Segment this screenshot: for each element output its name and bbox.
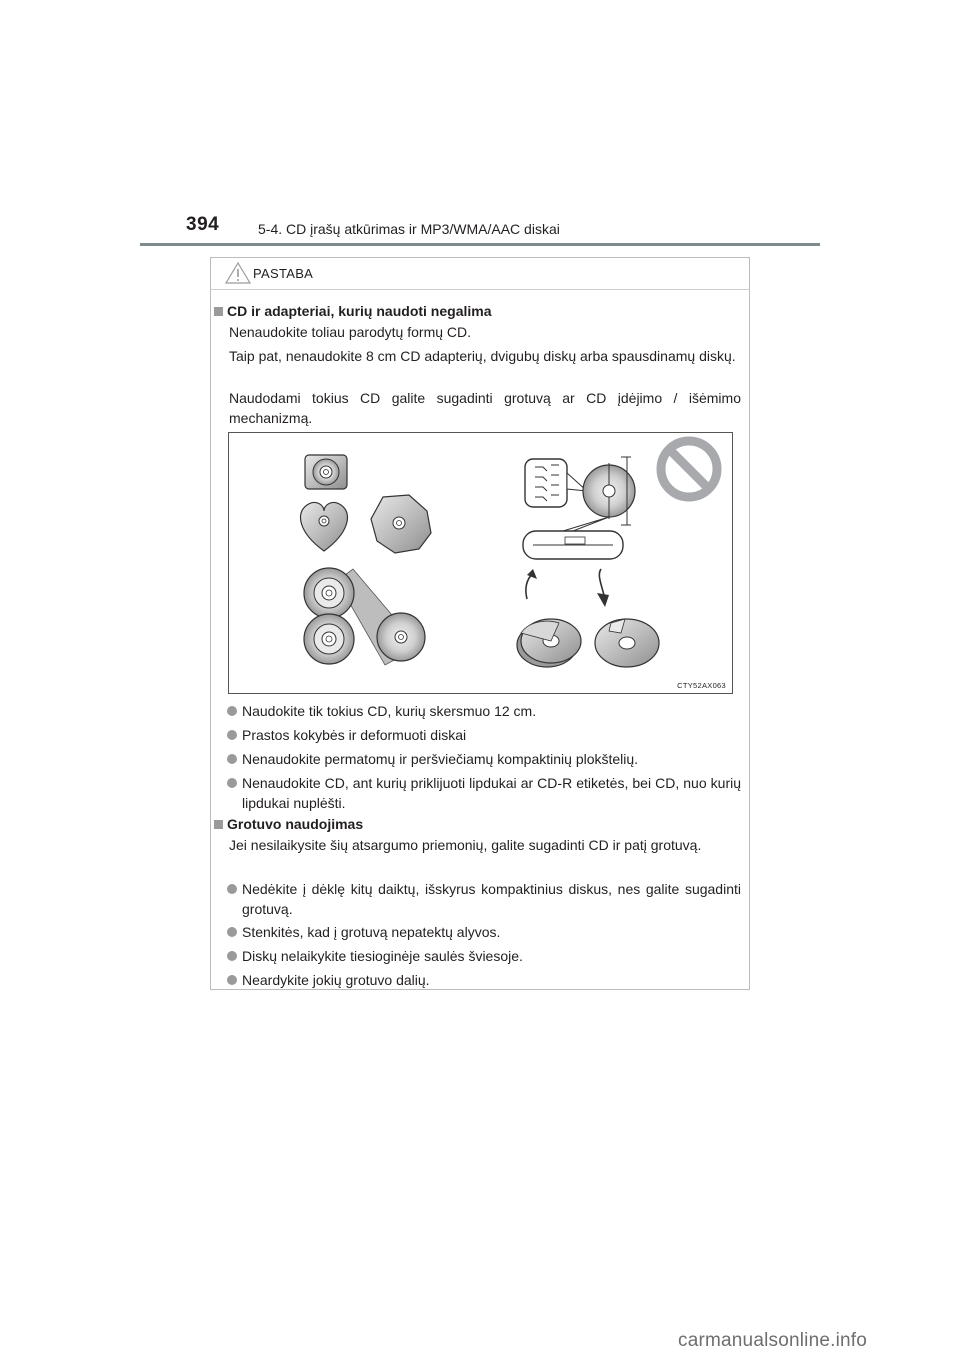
section-heading	[214, 816, 363, 832]
square-bullet-icon	[214, 307, 223, 316]
paragraph: Naudodami tokius CD galite sugadinti grotuvą ar CD įdėjimo / išėmimo mechanizmą.	[229, 390, 741, 426]
bullet-icon	[227, 754, 237, 764]
section-heading-text: CD ir adapteriai, kurių naudoti negalima	[227, 303, 492, 319]
section-heading	[214, 303, 492, 319]
list-item: Diskų nelaikykite tiesioginėje saulės šviesoje.	[227, 947, 741, 967]
bullet-icon	[227, 778, 237, 788]
list-item: Nenaudokite CD, ant kurių priklijuoti lipdukai ar CD-R etiketės, bei CD, nuo kurių lipdukai nuplėšti.	[227, 774, 741, 813]
list-item: Stenkitės, kad į grotuvą nepatektų alyvos.	[227, 923, 741, 943]
watermark: carmanualsonline.info	[678, 1330, 868, 1351]
header-rule	[140, 243, 820, 246]
paragraph: Jei nesilaikysite šių atsargumo priemonių, galite sugadinti CD ir patį grotuvą.	[229, 837, 702, 853]
heart-cd-icon	[300, 503, 347, 551]
cd-illustration	[228, 432, 733, 694]
label-disc-icon	[595, 569, 659, 667]
paragraph: Nenaudokite toliau parodytų formų CD.	[229, 324, 472, 340]
cd-illustration-drawing	[229, 433, 732, 693]
square-cd-icon	[305, 455, 347, 489]
bullet-icon	[227, 975, 237, 985]
list-item: Naudokite tik tokius CD, kurių skersmuo 12 cm.	[227, 702, 741, 722]
square-bullet-icon	[214, 820, 223, 829]
list-item: Nenaudokite permatomų ir peršviečiamų kompaktinių plokštelių.	[227, 750, 741, 770]
bullet-icon	[227, 927, 237, 937]
figure-code: CTY52AX063	[677, 681, 726, 690]
section-heading-text: Grotuvo naudojimas	[227, 816, 364, 832]
prohibition-icon	[661, 441, 717, 497]
notice-header	[211, 258, 749, 290]
bullet-icon	[227, 951, 237, 961]
sticker-disc-icon	[517, 569, 581, 667]
notice-title: PASTABA	[253, 266, 314, 281]
octagon-cd-icon	[371, 495, 431, 553]
dual-disc-icon	[523, 457, 635, 559]
page-number: 394	[186, 214, 220, 235]
list-item: Neardykite jokių grotuvo dalių.	[227, 971, 741, 991]
bullet-icon	[227, 730, 237, 740]
list-item: Prastos kokybės ir deformuoti diskai	[227, 726, 741, 746]
paragraph: Taip pat, nenaudokite 8 cm CD adapterių, dvigubų diskų arba spausdinamų diskų.	[229, 348, 736, 364]
warning-triangle-icon	[225, 262, 251, 284]
bullet-icon	[227, 884, 237, 894]
section-title: 5-4. CD įrašų atkūrimas ir MP3/WMA/AAC diskai	[258, 221, 560, 237]
bullet-icon	[227, 706, 237, 716]
cd-adapter-icon	[304, 568, 425, 665]
list-item: Nedėkite į dėklę kitų daiktų, išskyrus kompaktinius diskus, nes galite sugadinti grotuvą.	[227, 880, 741, 919]
